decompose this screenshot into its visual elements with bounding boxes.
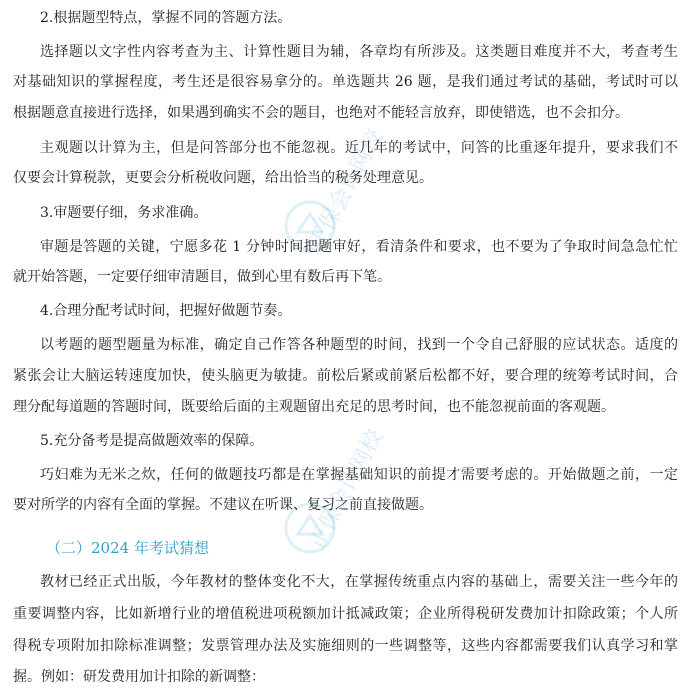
paragraph-line: 要对所学的内容有全面的掌握。不建议在听课、复习之前直接做题。 bbox=[13, 497, 433, 513]
paragraph-line: 仅要会计算税款，更要会分析税收问题，给出恰当的税务处理意见。 bbox=[13, 170, 433, 186]
paragraph-line: 握。例如：研发费用加计扣除的新调整： bbox=[13, 669, 265, 685]
paragraph-line: 就开始答题，一定要仔细审清题目，做到心里有数后再下笔。 bbox=[13, 269, 391, 285]
paragraph-line: 对基础知识的掌握程度，考生还是很容易拿分的。单选题共 26 题，是我们通过考试的基础，考试时可以 bbox=[13, 74, 678, 90]
section-item-3: 3.审题要仔细，务求准确。 bbox=[40, 205, 208, 221]
paragraph-line: 理分配每道题的答题时间，既要给后面的主观题留出充足的思考时间，也不能忽视前面的客观题。 bbox=[13, 399, 615, 415]
paragraph-line: 教材已经正式出版，今年教材的整体变化不大，在掌握传统重点内容的基础上，需要关注一些今年的 bbox=[40, 574, 678, 590]
paragraph-line: 选择题以文字性内容考查为主、计算性题目为辅，各章均有所涉及。这类题目难度并不大，考查考生 bbox=[40, 44, 678, 60]
watermark-text: 正保会计网校 bbox=[304, 425, 389, 555]
section-heading: （二）2024 年考试猜想 bbox=[46, 539, 209, 557]
watermark-text: 正保会计网校 bbox=[304, 125, 389, 255]
paragraph-line: 以考题的题型题量为标准，确定自己作答各种题型的时间，找到一个令自己舒服的应试状态。适度的 bbox=[40, 337, 678, 353]
paragraph-line: 巧妇难为无米之炊，任何的做题技巧都是在掌握基础知识的前提才需要考虑的。开始做题之前，一定 bbox=[40, 467, 678, 483]
section-item-4: 4.合理分配考试时间，把握好做题节奏。 bbox=[40, 303, 292, 319]
paragraph-line: 审题是答题的关键，宁愿多花 1 分钟时间把题审好，看清条件和要求，也不要为了争取时间急急忙忙 bbox=[40, 239, 678, 255]
paragraph-line: 得税专项附加扣除标准调整；发票管理办法及实施细则的一些调整等，这些内容都需要我们认真学习和掌 bbox=[13, 638, 678, 654]
paragraph-line: 根据题意直接进行选择，如果遇到确实不会的题目，也绝对不能轻言放弃，即使错选，也不会扣分。 bbox=[13, 105, 629, 121]
paragraph-line: 主观题以计算为主，但是问答部分也不能忽视。近几年的考试中，问答的比重逐年提升，要求我们不 bbox=[40, 140, 678, 156]
paragraph-line: 重要调整内容，比如新增行业的增值税进项税额加计抵减政策；企业所得税研发费加计扣除政策；个人所 bbox=[13, 606, 678, 622]
section-item-5: 5.充分备考是提高做题效率的保障。 bbox=[40, 433, 264, 449]
paragraph-line: 紧张会让大脑运转速度加快，使头脑更为敏捷。前松后紧或前紧后松都不好，要合理的统筹考试时间，合 bbox=[13, 368, 678, 384]
section-item-2: 2.根据题型特点，掌握不同的答题方法。 bbox=[40, 10, 292, 26]
